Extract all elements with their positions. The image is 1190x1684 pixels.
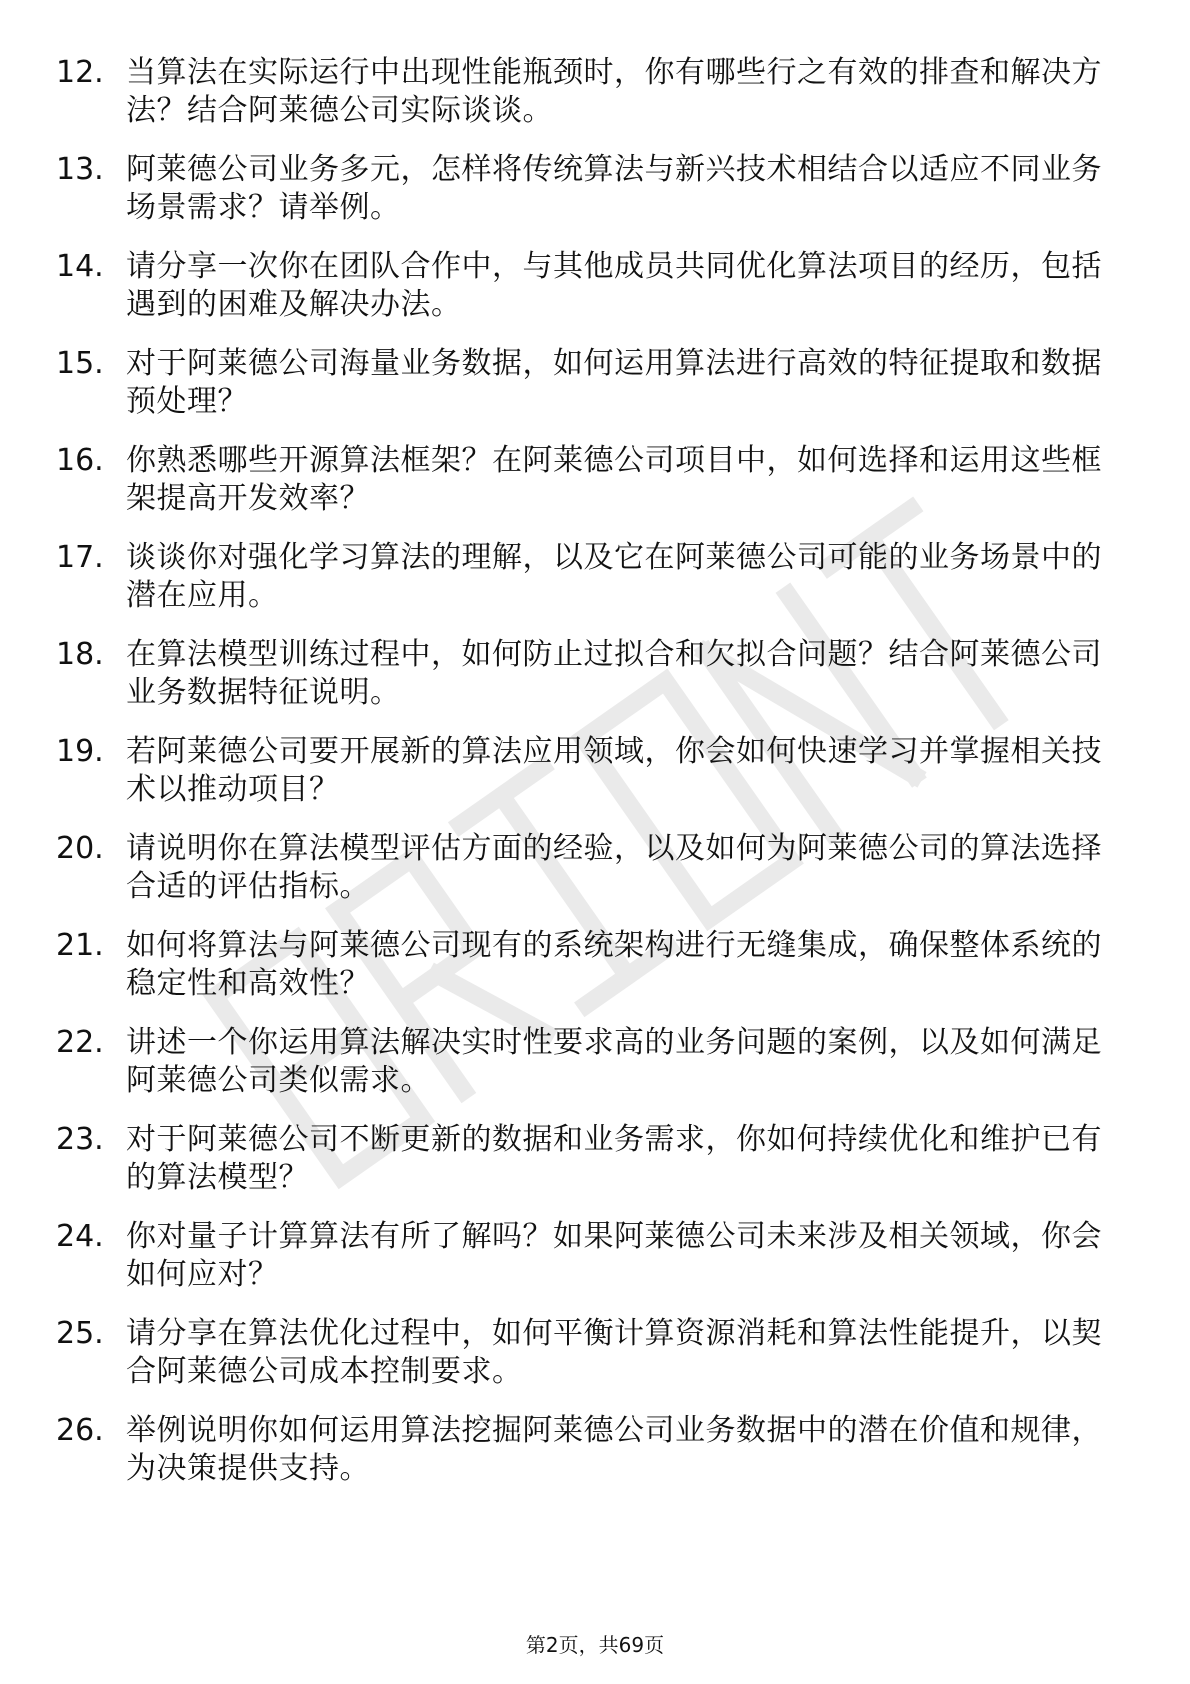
question-number: 24. (56, 1219, 104, 1254)
page-footer (0, 1633, 1190, 1657)
question-text: 谈谈你对强化学习算法的理解，以及它在阿莱德公司可能的业务场景中的潜在应用。 (126, 540, 1102, 613)
list-item (56, 54, 1106, 130)
list-item (56, 442, 1106, 518)
question-text: 对于阿莱德公司海量业务数据，如何运用算法进行高效的特征提取和数据预处理？ (126, 346, 1102, 419)
question-text: 阿莱德公司业务多元，怎样将传统算法与新兴技术相结合以适应不同业务场景需求？请举例。 (126, 152, 1102, 225)
question-number: 13. (56, 152, 104, 187)
question-number: 22. (56, 1025, 104, 1060)
list-item (56, 733, 1106, 809)
question-number: 12. (56, 55, 104, 90)
question-text: 在算法模型训练过程中，如何防止过拟合和欠拟合问题？结合阿莱德公司业务数据特征说明。 (126, 637, 1102, 710)
list-item (56, 1315, 1106, 1391)
question-number: 23. (56, 1122, 104, 1157)
question-text: 若阿莱德公司要开展新的算法应用领域，你会如何快速学习并掌握相关技术以推动项目？ (126, 734, 1102, 807)
question-text: 你对量子计算算法有所了解吗？如果阿莱德公司未来涉及相关领域，你会如何应对？ (126, 1219, 1102, 1292)
list-item (56, 927, 1106, 1003)
list-item (56, 345, 1106, 421)
question-number: 16. (56, 443, 104, 478)
question-number: 18. (56, 637, 104, 672)
question-number: 15. (56, 346, 104, 381)
question-list (56, 54, 1106, 1509)
list-item (56, 1412, 1106, 1488)
question-number: 19. (56, 734, 104, 769)
question-number: 17. (56, 540, 104, 575)
page-number-label: 第2页，共69页 (525, 1633, 665, 1657)
question-text: 请分享在算法优化过程中，如何平衡计算资源消耗和算法性能提升，以契合阿莱德公司成本控制要求。 (126, 1316, 1102, 1389)
question-number: 14. (56, 249, 104, 284)
question-text: 请说明你在算法模型评估方面的经验，以及如何为阿莱德公司的算法选择合适的评估指标。 (126, 831, 1102, 904)
question-number: 21. (56, 928, 104, 963)
question-text: 对于阿莱德公司不断更新的数据和业务需求，你如何持续优化和维护已有的算法模型？ (126, 1122, 1102, 1195)
question-text: 如何将算法与阿莱德公司现有的系统架构进行无缝集成，确保整体系统的稳定性和高效性？ (126, 928, 1102, 1001)
question-text: 你熟悉哪些开源算法框架？在阿莱德公司项目中，如何选择和运用这些框架提高开发效率？ (126, 443, 1102, 516)
list-item (56, 1218, 1106, 1294)
list-item (56, 151, 1106, 227)
list-item (56, 830, 1106, 906)
question-text: 请分享一次你在团队合作中，与其他成员共同优化算法项目的经历，包括遇到的困难及解决办法。 (126, 249, 1102, 322)
list-item (56, 248, 1106, 324)
list-item (56, 636, 1106, 712)
question-text: 当算法在实际运行中出现性能瓶颈时，你有哪些行之有效的排查和解决方法？结合阿莱德公司实际谈谈。 (126, 55, 1102, 128)
list-item (56, 539, 1106, 615)
question-text: 举例说明你如何运用算法挖掘阿莱德公司业务数据中的潜在价值和规律，为决策提供支持。 (126, 1413, 1102, 1486)
list-item (56, 1024, 1106, 1100)
list-item (56, 1121, 1106, 1197)
question-number: 20. (56, 831, 104, 866)
question-text: 讲述一个你运用算法解决实时性要求高的业务问题的案例，以及如何满足阿莱德公司类似需求。 (126, 1025, 1102, 1098)
question-number: 25. (56, 1316, 104, 1351)
question-number: 26. (56, 1413, 104, 1448)
